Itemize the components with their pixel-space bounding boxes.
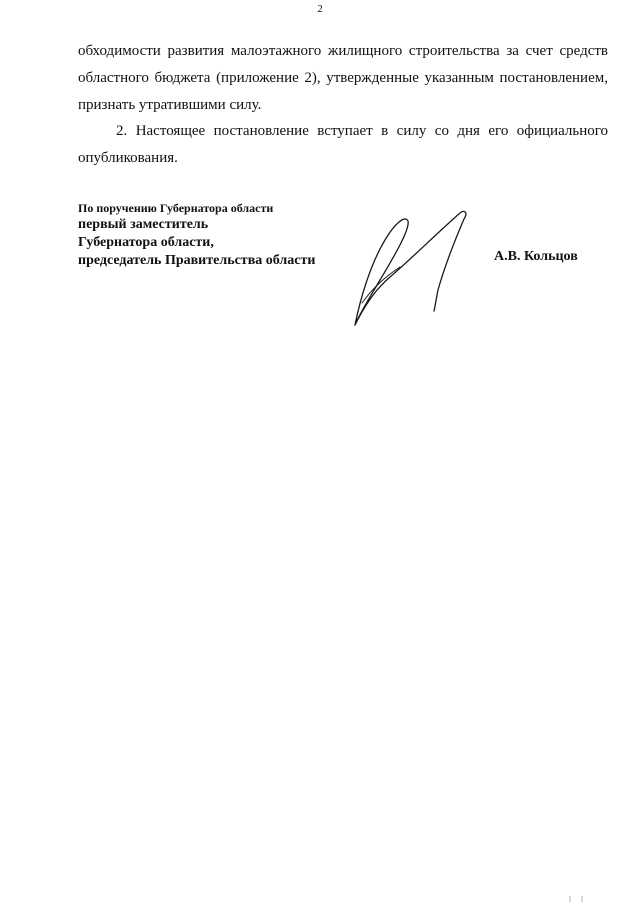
signature-block — [78, 200, 315, 270]
paragraph-line: 2. Настоящее постановление вступает в силу со дня его официального — [116, 123, 608, 139]
scan-marks — [568, 895, 588, 903]
body-paragraph-1 — [78, 38, 608, 119]
signer-title-line-2: Губернатора области, — [78, 235, 214, 250]
signer-name: А.В. Кольцов — [494, 249, 578, 264]
signer-title-line-3: председатель Правительства области — [78, 253, 316, 268]
body-paragraph-2 — [78, 118, 608, 172]
paragraph-line: признать утратившими силу. — [78, 97, 262, 113]
signer-title-line-1: первый заместитель — [78, 217, 209, 232]
paragraph-line: опубликования. — [78, 150, 178, 166]
handwritten-signature — [340, 205, 480, 330]
page-number: 2 — [317, 3, 323, 15]
paragraph-line: обходимости развития малоэтажного жилищного строительства за счет средств — [78, 43, 608, 59]
authority-note: По поручению Губернатора области — [78, 201, 274, 215]
paragraph-line: областного бюджета (приложение 2), утвержденные указанным постановлением, — [78, 70, 608, 86]
